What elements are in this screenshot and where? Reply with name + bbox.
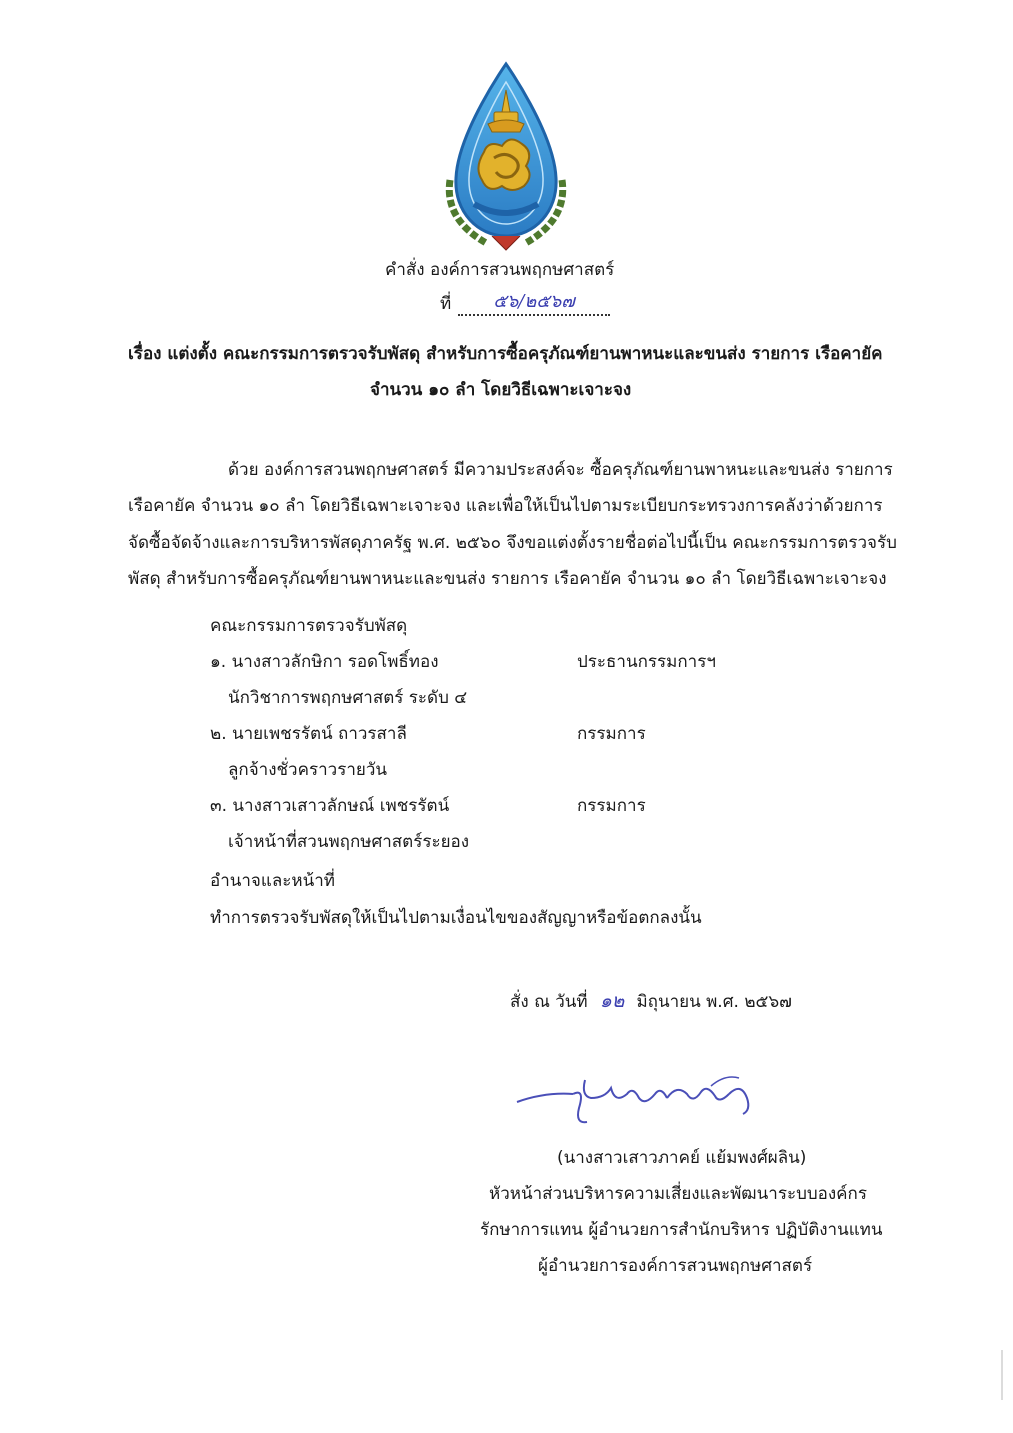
order-title: คำสั่ง องค์การสวนพฤกษศาสตร์: [385, 260, 615, 280]
body-line-3: จัดซื้อจัดจ้างและการบริหารพัสดุภาครัฐ พ.ศ. ๒๕๖๐ จึงขอแต่งตั้งรายชื่อต่อไปนี้เป็น คณะกรรมการตรวจรับ: [128, 533, 897, 553]
member-2-position: ลูกจ้างชั่วคราวรายวัน: [228, 760, 388, 780]
order-number-field: [458, 290, 610, 316]
member-1-name: ๑. นางสาวลักษิกา รอดโพธิ์ทอง: [210, 652, 439, 672]
member-2-name: ๒. นายเพชรรัตน์ ถาวรสาลี: [210, 724, 407, 744]
member-2-role: กรรมการ: [577, 724, 646, 744]
order-date: [510, 989, 792, 1014]
order-number-label: ที่: [440, 294, 452, 314]
member-1-role: ประธานกรรมการฯ: [577, 652, 716, 672]
body-line-2: เรือคายัค จำนวน ๑๐ ลำ โดยวิธีเฉพาะเจาะจง และเพื่อให้เป็นไปตามระเบียบกระทรวงการคลังว่าด้วยการ: [128, 496, 883, 516]
body-line-4: พัสดุ สำหรับการซื้อครุภัณฑ์ยานพาหนะและขนส่ง รายการ เรือคายัค จำนวน ๑๐ ลำ โดยวิธีเฉพาะเจาะจง: [128, 569, 887, 589]
date-prefix: สั่ง ณ วันที่: [510, 992, 588, 1012]
order-number-value: ๕๖/๒๕๖๗: [493, 291, 575, 312]
signer-title-line-2: รักษาการแทน ผู้อำนวยการสำนักบริหาร ปฏิบัติงานแทน: [480, 1220, 883, 1240]
date-day: ๑๒: [599, 990, 625, 1012]
duty-heading: อำนาจและหน้าที่: [210, 871, 335, 891]
subject-line-2: จำนวน ๑๐ ลำ โดยวิธีเฉพาะเจาะจง: [370, 380, 632, 400]
member-3-position: เจ้าหน้าที่สวนพฤกษศาสตร์ระยอง: [228, 832, 470, 852]
member-3-name: ๓. นางสาวเสาวลักษณ์ เพชรรัตน์: [210, 796, 450, 816]
member-1-position: นักวิชาการพฤกษศาสตร์ ระดับ ๔: [228, 688, 468, 708]
committee-heading: คณะกรรมการตรวจรับพัสดุ: [210, 616, 408, 636]
date-suffix: มิถุนายน พ.ศ. ๒๕๖๗: [636, 992, 792, 1012]
organization-emblem-logo: [436, 60, 576, 256]
handwritten-signature: [515, 1064, 765, 1130]
signer-title-line-1: หัวหน้าส่วนบริหารความเสี่ยงและพัฒนาระบบองค์กร: [489, 1184, 867, 1204]
body-line-1: ด้วย องค์การสวนพฤกษศาสตร์ มีความประสงค์จะ ซื้อครุภัณฑ์ยานพาหนะและขนส่ง รายการ: [228, 460, 893, 480]
signer-name: (นางสาวเสาวภาคย์ แย้มพงศ์ผลิน): [557, 1148, 807, 1168]
duty-text: ทำการตรวจรับพัสดุให้เป็นไปตามเงื่อนไขของสัญญาหรือข้อตกลงนั้น: [210, 908, 702, 928]
signer-title-line-3: ผู้อำนวยการองค์การสวนพฤกษศาสตร์: [538, 1256, 813, 1276]
subject-line-1: เรื่อง แต่งตั้ง คณะกรรมการตรวจรับพัสดุ สำหรับการซื้อครุภัณฑ์ยานพาหนะและขนส่ง รายการ เรือคายัค: [128, 344, 883, 364]
scan-edge-mark: [1001, 1350, 1003, 1400]
member-3-role: กรรมการ: [577, 796, 646, 816]
